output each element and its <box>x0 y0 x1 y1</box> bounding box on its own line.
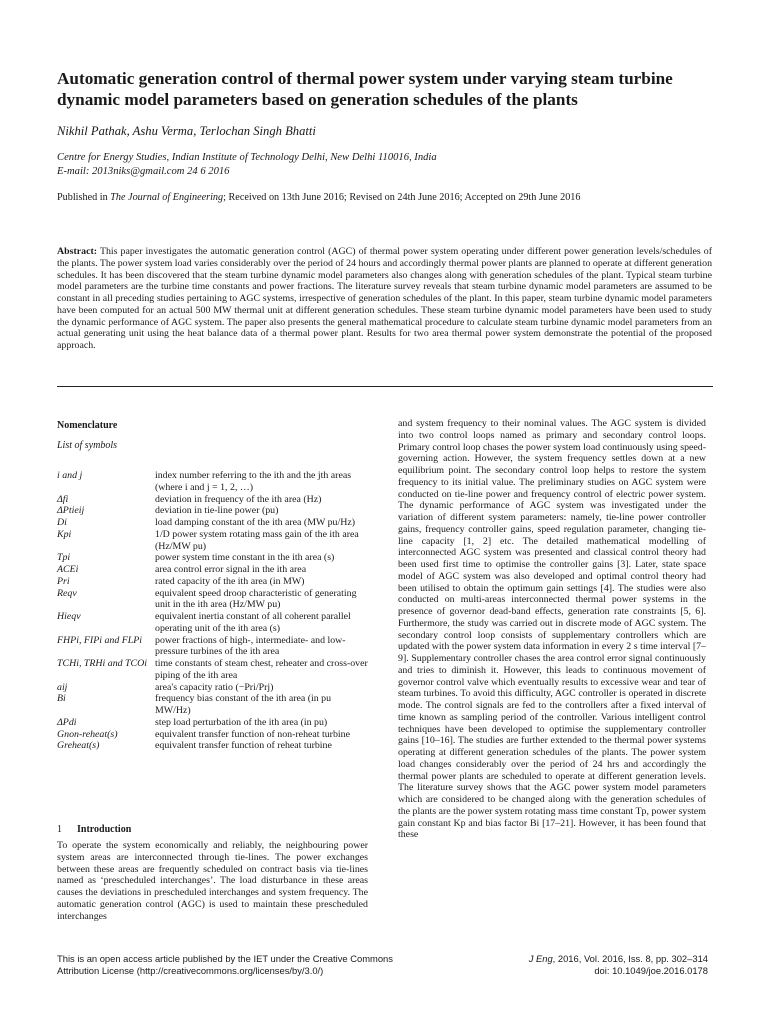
symbol-definition: 1/D power system rotating mass gain of the ith area (Hz/MW pu) <box>155 528 359 552</box>
symbol: ΔPdi <box>57 716 77 728</box>
symbol-definition: equivalent transfer function of non-reheat turbine <box>155 728 350 740</box>
symbol: ACEi <box>57 564 79 575</box>
license-footer <box>57 953 477 977</box>
nomenclature-row <box>57 517 368 529</box>
license-line-2[interactable]: Attribution License (http://creativecommons.org/licenses/by/3.0/) <box>57 965 324 976</box>
email: E-mail: 2013niks@gmail.com 24 6 2016 <box>57 165 230 177</box>
nomenclature-row <box>57 588 368 612</box>
symbol-definition: equivalent speed droop characteristic of generating unit in the ith area (Hz/MW pu) <box>155 587 357 611</box>
symbol: ΔPtieij <box>57 505 85 517</box>
symbol: Bi <box>57 693 66 705</box>
symbol: i and j <box>57 470 83 481</box>
symbol: Δfi <box>57 493 69 505</box>
nomenclature-row <box>57 494 368 506</box>
section-title: Introduction <box>77 824 132 835</box>
symbol-definition: area control error signal in the ith area <box>155 564 307 575</box>
symbol: Gnon-reheat(s) <box>57 728 118 740</box>
nomenclature-row <box>57 658 368 682</box>
symbol-definition: frequency bias constant of the ith area (in pu MW/Hz) <box>155 693 332 716</box>
symbol: Hieqv <box>57 611 81 622</box>
abstract <box>57 246 712 352</box>
nomenclature-row <box>57 564 368 576</box>
citation-footer <box>448 953 708 977</box>
nomenclature-table <box>57 470 368 752</box>
symbol: Tpi <box>57 552 71 564</box>
abstract-text: This paper investigates the automatic generation control (AGC) of thermal power system operating under different power generation levels/schedules of the plants. The power system load varies considerably over the period of 24 hours and accordingly thermal power plants are planned to operate at different generation schedules. It has been discovered that the steam turbine dynamic model parameters also changes along with generation schedules of the plant. Typical steam turbine model parameters are the turbine time constants and power fractions. The literature survey reveals that steam turbine dynamic model parameters are assumed to be constant in all preceding studies pertaining to AGC systems, irrespective of generation schedules of the plant. In this paper, steam turbine dynamic model parameters have been computed for an actual 500 MW thermal unit at different generation schedules. These steam turbine dynamic model parameters have been used to study the dynamic performance of AGC system. The paper also presents the general mathematical procedure to calculate steam turbine dynamic model parameters from an actual generating unit using the heat balance data of a thermal power plant. Results for two area thermal power system demonstrate the potential of the proposed approach. <box>57 246 713 351</box>
citation-details: , 2016, Vol. 2016, Iss. 8, pp. 302–314 <box>552 953 708 964</box>
nomenclature-row <box>57 717 368 729</box>
symbol-definition: index number referring to the ith and the jth areas (where i and j = 1, 2, …) <box>155 470 352 493</box>
citation-journal: J Eng <box>528 953 553 964</box>
nomenclature-subheading: List of symbols <box>57 440 118 451</box>
introduction-text: To operate the system economically and reliably, the neighbouring power system areas are interconnected through tie-lines. The power exchanges between these areas are frequently scheduled on contract basis via tie-lines named as ‘prescheduled interchanges’. The load disturbance in these areas causes the deviations in prescheduled interchanges and system frequency. The automatic generation control (AGC) is used to maintain these prescheduled interchanges <box>57 840 368 922</box>
symbol: Kpi <box>57 528 72 540</box>
nomenclature-row <box>57 505 368 517</box>
symbol-definition: equivalent transfer function of reheat turbine <box>155 740 332 752</box>
paper-title: Automatic generation control of thermal power system under varying steam turbine dynamic model parameters based on generation schedules of the plants <box>57 69 673 109</box>
journal-name: The Journal of Engineering <box>110 192 224 203</box>
symbol: Di <box>57 517 67 528</box>
citation <box>448 953 708 965</box>
nomenclature-row <box>57 576 368 588</box>
published-prefix: Published in <box>57 192 108 203</box>
symbol: FHPi, FIPi and FLPi <box>57 634 143 646</box>
author-list: Nikhil Pathak, Ashu Verma, Terlochan Singh Bhatti <box>57 124 316 138</box>
license-line-1: This is an open access article published by the IET under the Creative Commons <box>57 953 393 964</box>
nomenclature-heading: Nomenclature <box>57 420 118 431</box>
symbol-definition: deviation in frequency of the ith area (Hz) <box>155 493 322 505</box>
nomenclature-row <box>57 470 368 494</box>
symbol-definition: area's capacity ratio (−Pri/Prj) <box>155 681 274 693</box>
abstract-label: Abstract: <box>57 246 98 257</box>
affiliation-block <box>57 151 717 178</box>
symbol: aij <box>57 681 68 693</box>
publication-info <box>57 192 737 203</box>
section-number: 1 <box>57 824 62 835</box>
nomenclature-row <box>57 693 368 717</box>
symbol-definition: step load perturbation of the ith area (in pu) <box>155 716 328 728</box>
symbol: Greheat(s) <box>57 740 100 752</box>
nomenclature-row <box>57 552 368 564</box>
doi[interactable]: doi: 10.1049/joe.2016.0178 <box>594 965 708 976</box>
nomenclature-row <box>57 682 368 694</box>
nomenclature-row <box>57 611 368 635</box>
symbol: TCHi, TRHi and TCOi <box>57 658 147 669</box>
nomenclature-row <box>57 729 368 741</box>
nomenclature-row <box>57 635 368 659</box>
symbol-definition: load damping constant of the ith area (MW pu/Hz) <box>155 517 356 528</box>
symbol-definition: rated capacity of the ith area (in MW) <box>155 575 305 587</box>
symbol-definition: equivalent inertia constant of all coherent parallel operating unit of the ith area (s) <box>155 611 351 634</box>
symbol-definition: power fractions of high-, intermediate- and low-pressure turbines of the ith area <box>155 634 346 658</box>
symbol-definition: power system time constant in the ith area (s) <box>155 552 335 564</box>
symbol-definition: deviation in tie-line power (pu) <box>155 505 279 517</box>
publication-dates: ; Received on 13th June 2016; Revised on 24th June 2016; Accepted on 29th June 2016 <box>223 192 581 203</box>
symbol-definition: time constants of steam chest, reheater and cross-over piping of the ith area <box>155 658 368 681</box>
right-column-text: and system frequency to their nominal values. The AGC system is divided into two control loops named as primary and secondary control loops. Primary control loop chases the power system load continuously using speed-governing action. However, the system frequency settles down at a new equilibrium point. The secondary control loop helps to restore the system frequency to its initial value. The preliminary studies on AGC system were conducted on tie-line power and frequency control of electric power system. The dynamic performance of AGC system was investigated under the variation of different system parameters: namely, tie-line power controller gains, frequency controller gains, speed regulation parameter, changing tie-line capacity [1, 2] etc. The detailed mathematical modelling of interconnected AGC system was presented and classical control theory had been used first time to optimise the controller gains [3]. Later, state space model of AGC system was also developed and optimal control theory had been utilised to obtain the optimum gain settings [4]. The studies were also conducted on multi-areas interconnected thermal power systems in the presence of governor dead-band effects, generation rate constraints [5, 6]. Furthermore, the study was carried out in discrete mode of AGC system. The secondary control loop consists of supplementary controllers which are updated with the power system data information in every 2 s time interval [7–9]. Supplementary controller chases the area control error signal continuously and tries to diminish it. However, this leads to continuous movement of governor control valve which eventually results to excessive wear and tear of steam turbines. To avoid this difficulty, AGC controller is operated in discrete mode. The control signals are fed to the controllers after a fixed interval of time known as sampling period of the controller. Various intelligent control techniques have been developed to optimise the supplementary controller gains [10–16]. The studies are further extended to the thermal power systems operating at different generation schedules of the plants. The power system load changes considerably over the period of 24 hrs and accordingly the thermal power plants are scheduled to operate at different generation levels. The literature survey shows that the AGC power system model parameters which are considered to be changed along with the generation schedules of the plants are the power system rotating mass time constant Tp, power system gain constant Kp and bias factor Bi [17–21]. However, it has been found that these <box>398 418 706 841</box>
nomenclature-row <box>57 529 368 553</box>
symbol: Pri <box>57 575 70 587</box>
nomenclature-row <box>57 740 368 752</box>
symbol: Reqv <box>57 587 77 599</box>
section-heading <box>57 824 131 835</box>
affiliation: Centre for Energy Studies, Indian Institute of Technology Delhi, New Delhi 110016, India <box>57 152 437 163</box>
divider <box>57 386 713 387</box>
